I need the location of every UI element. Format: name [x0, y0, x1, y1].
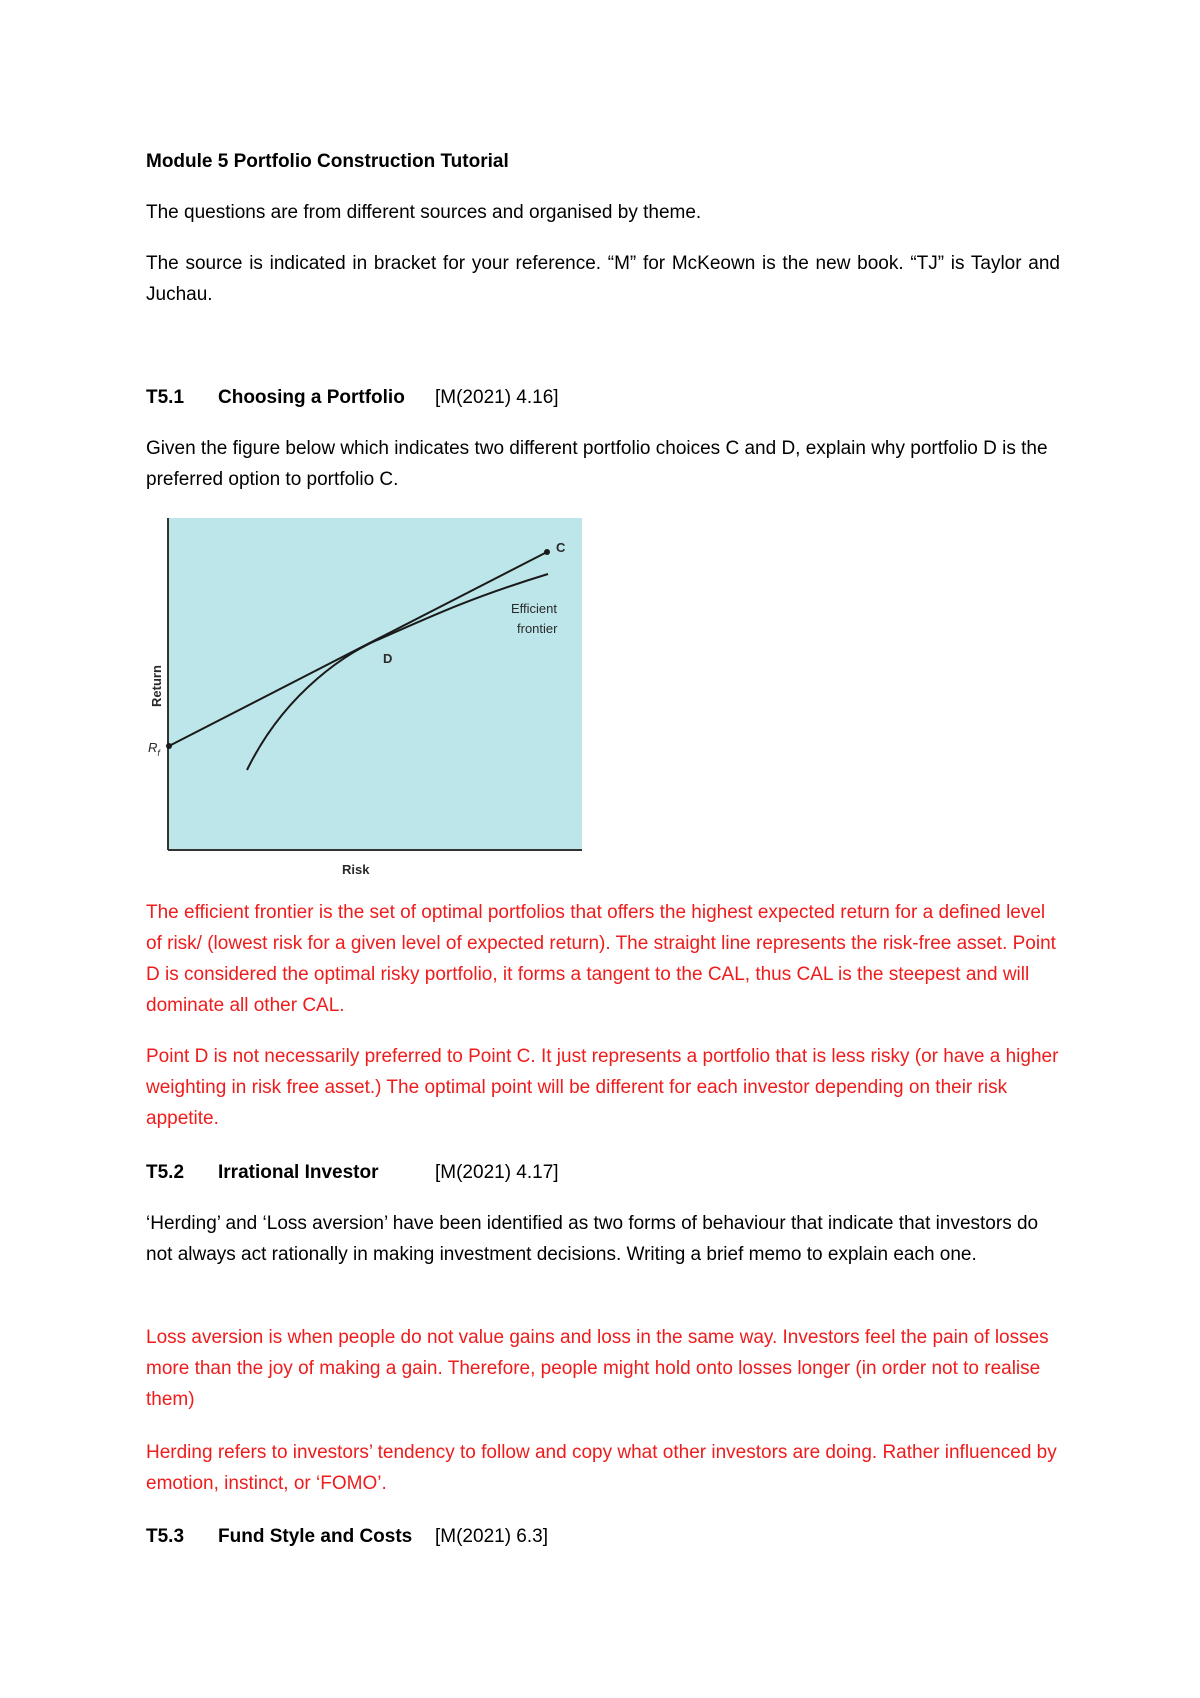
portfolio-c-point [544, 549, 550, 555]
section-reference: [M(2021) 4.17] [435, 1162, 559, 1183]
section-number: T5.2 [146, 1162, 185, 1183]
answer-t5-1-paragraph-1: The efficient frontier is the set of optimal portfolios that offers the highest expected return for a defined level of risk/ (lowest risk for a given level of expected return). The straight line represents the risk-free asset. Point D is considered the optimal risky portfolio, it forms a tangent to the CAL, thus CAL is the steepest and will dominate all other CAL. [146, 902, 1056, 1016]
section-reference: [M(2021) 6.3] [435, 1526, 548, 1547]
intro-paragraph-2: The source is indicated in bracket for your reference. “M” for McKeown is the new book. “TJ” is Taylor and Juchau. [146, 253, 1060, 305]
answer-t5-2-paragraph-2: Herding refers to investors’ tendency to follow and copy what other investors are doing. Rather influenced by emotion, instinct, or ‘FOMO’. [146, 1442, 1057, 1494]
x-axis-label: Risk [342, 862, 370, 877]
answer-t5-2-paragraph-1: Loss aversion is when people do not value gains and loss in the same way. Investors feel the pain of losses more than the joy of making a gain. Therefore, people might hold onto losses longer (in order not to realise them) [146, 1327, 1049, 1410]
portfolio-c-label: C [556, 540, 566, 555]
section-name: Irrational Investor [218, 1162, 379, 1183]
risk-free-point [166, 743, 172, 749]
y-axis-label: Return [149, 665, 164, 707]
section-number: T5.1 [146, 387, 185, 408]
section-reference: [M(2021) 4.16] [435, 387, 559, 408]
question-t5-1: Given the figure below which indicates two different portfolio choices C and D, explain why portfolio D is the preferred option to portfolio C. [146, 438, 1048, 490]
figure-background [168, 518, 582, 850]
risk-free-label: $R_f$ [148, 740, 160, 758]
question-t5-2: ‘Herding’ and ‘Loss aversion’ have been identified as two forms of behaviour that indicate that investors do not always act rationally in making investment decisions. Writing a brief memo to explain each one. [146, 1213, 1039, 1265]
answer-t5-1-paragraph-2: Point D is not necessarily preferred to Point C. It just represents a portfolio that is less risky (or have a higher weighting in risk free asset.) The optimal point will be different for each investor depending on their risk appetite. [146, 1046, 1059, 1129]
section-name: Choosing a Portfolio [218, 387, 405, 408]
portfolio-d-label: D [383, 651, 393, 666]
efficient-frontier-label-line-2: frontier [517, 621, 558, 636]
section-name: Fund Style and Costs [218, 1526, 413, 1547]
efficient-frontier-diagram [146, 510, 596, 880]
efficient-frontier-label-line-1: Efficient [511, 601, 558, 616]
document-title: Module 5 Portfolio Construction Tutorial [146, 151, 509, 172]
intro-paragraph-1: The questions are from different sources and organised by theme. [146, 202, 702, 223]
section-number: T5.3 [146, 1526, 185, 1547]
efficient-frontier-figure [146, 510, 596, 880]
